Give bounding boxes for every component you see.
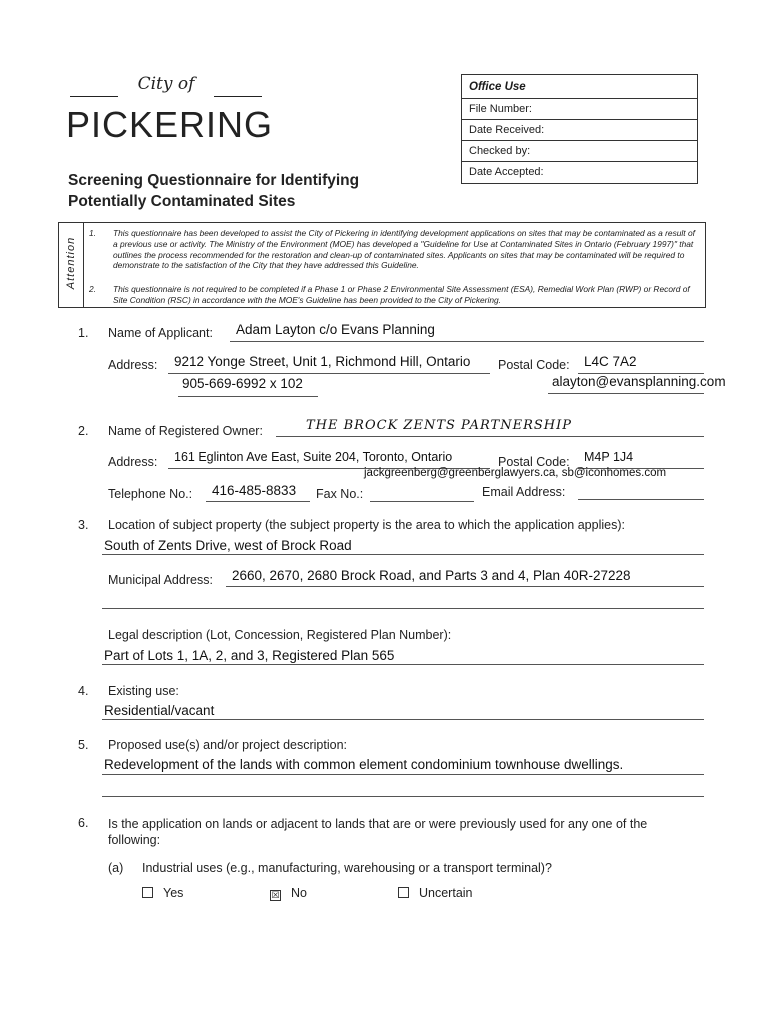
owner-email-line [578,499,704,500]
attention-item-number: 2. [89,284,96,294]
applicant-phone-value[interactable]: 905-669-6992 x 102 [182,376,303,391]
office-use-heading: Office Use [462,75,697,99]
logo-rule-right [214,96,262,97]
applicant-name-label: Name of Applicant: [108,326,213,340]
applicant-postal-label: Postal Code: [498,358,570,372]
question-6-number: 6. [78,816,89,830]
attention-item-text: This questionnaire is not required to be completed if a Phase 1 or Phase 2 Environmental Site Assessment (ESA), Remedial Work Plan (RWP) or Record of Site Condition (RSC) in accordance with the MOE's Guideline has been provided to the City of Pickering. [113,284,690,305]
proposed-use-line [102,774,704,775]
owner-address-value[interactable]: 161 Eglinton Ave East, Suite 204, Toronto, Ontario [174,450,453,464]
location-line [102,554,704,555]
form-title-line2: Potentially Contaminated Sites [68,193,296,210]
owner-phone-label: Telephone No.: [108,487,193,501]
attention-item-2 [89,284,699,306]
office-use-box [461,74,698,184]
applicant-phone-line [178,396,318,397]
checkbox-uncertain[interactable] [398,887,409,898]
form-title [68,170,359,212]
attention-item-number: 1. [89,228,96,238]
option-uncertain[interactable] [398,886,473,900]
owner-email-value[interactable]: jackgreenberg@greenberglawyers.ca, sb@iconhomes.com [364,467,667,479]
option-no[interactable] [270,886,307,901]
existing-use-label: Existing use: [108,684,179,698]
question-3-number: 3. [78,518,89,532]
owner-phone-value[interactable]: 416-485-8833 [212,483,297,498]
owner-name-label: Name of Registered Owner: [108,424,263,438]
existing-use-value[interactable]: Residential/vacant [104,703,215,718]
owner-postal-label: Postal Code: [498,455,570,469]
owner-name-line [276,436,704,437]
legal-description-value[interactable]: Part of Lots 1, 1A, 2, and 3, Registered Plan 565 [104,648,395,663]
applicant-address-line [168,373,490,374]
owner-fax-line [370,501,474,502]
attention-label-cell [59,223,84,307]
option-no-label: No [291,886,307,900]
checkbox-yes[interactable] [142,887,153,898]
municipal-address-line [226,586,704,587]
existing-use-line [102,719,704,720]
owner-phone-line [206,501,310,502]
date-received-field[interactable]: Date Received: [462,120,697,141]
checked-by-field[interactable]: Checked by: [462,141,697,162]
attention-item-text: This questionnaire has been developed to assist the City of Pickering in identifying development applications on sites that may be contaminated as a result of a previous use or activity. The Ministry of the Environment (MOE) has developed a "Guideline for Use at Contaminated Sites in Ontario (February 1997)" that outlines the process recommended for the restoration and clean-up of contaminated sites. Applicants on sites that may be contaminated will be required to demonstrate to the satisfaction of the City that they have addressed this Guideline. [113,228,695,271]
owner-postal-value[interactable]: M4P 1J4 [584,450,634,464]
applicant-name-line [230,341,704,342]
option-yes-label: Yes [163,886,184,900]
proposed-use-extra-line [102,796,704,797]
question-6a-letter: (a) [108,861,124,875]
owner-email-label: Email Address: [482,485,566,499]
legal-description-label: Legal description (Lot, Concession, Registered Plan Number): [108,628,452,642]
file-number-field[interactable]: File Number: [462,99,697,120]
date-accepted-field[interactable]: Date Accepted: [469,166,544,178]
proposed-use-label: Proposed use(s) and/or project description: [108,738,348,752]
applicant-address-value[interactable]: 9212 Yonge Street, Unit 1, Richmond Hill, Ontario [174,354,471,369]
option-yes[interactable] [142,886,183,900]
logo-rule-left [70,96,118,97]
checkbox-no-checked[interactable]: ☒ [271,890,280,900]
applicant-name-value[interactable]: Adam Layton c/o Evans Planning [236,322,435,337]
municipal-address-extra-line [102,608,704,609]
applicant-address-label: Address: [108,358,158,372]
legal-description-line [102,664,704,665]
option-uncertain-label: Uncertain [419,886,473,900]
attention-item-1 [89,228,699,271]
logo-city-script: City of [137,74,195,94]
owner-name-value[interactable]: THE BROCK ZENTS PARTNERSHIP [306,418,572,433]
question-2-number: 2. [78,424,89,438]
location-label: Location of subject property (the subject property is the area to which the application applies): [108,518,625,532]
attention-box [58,222,706,308]
proposed-use-value[interactable]: Redevelopment of the lands with common element condominium townhouse dwellings. [104,757,624,772]
municipal-address-value[interactable]: 2660, 2670, 2680 Brock Road, and Parts 3 and 4, Plan 40R-27228 [232,568,631,583]
applicant-postal-value[interactable]: L4C 7A2 [584,354,637,369]
location-value[interactable]: South of Zents Drive, west of Brock Road [104,538,352,553]
question-1-number: 1. [78,326,89,340]
attention-label: Attention [65,236,77,290]
owner-address-label: Address: [108,455,158,469]
form-title-line1: Screening Questionnaire for Identifying [68,172,360,189]
question-4-number: 4. [78,684,89,698]
municipal-address-label: Municipal Address: [108,573,213,587]
question-6-text: Is the application on lands or adjacent to lands that are or were previously used for any one of the following: [108,817,648,847]
question-5-number: 5. [78,738,89,752]
owner-fax-label: Fax No.: [316,487,364,501]
applicant-email-value[interactable]: alayton@evansplanning.com [552,374,726,389]
logo-pickering: PICKERING [66,104,274,145]
applicant-email-line [548,393,704,394]
question-6a-text: Industrial uses (e.g., manufacturing, warehousing or a transport terminal)? [142,861,552,875]
